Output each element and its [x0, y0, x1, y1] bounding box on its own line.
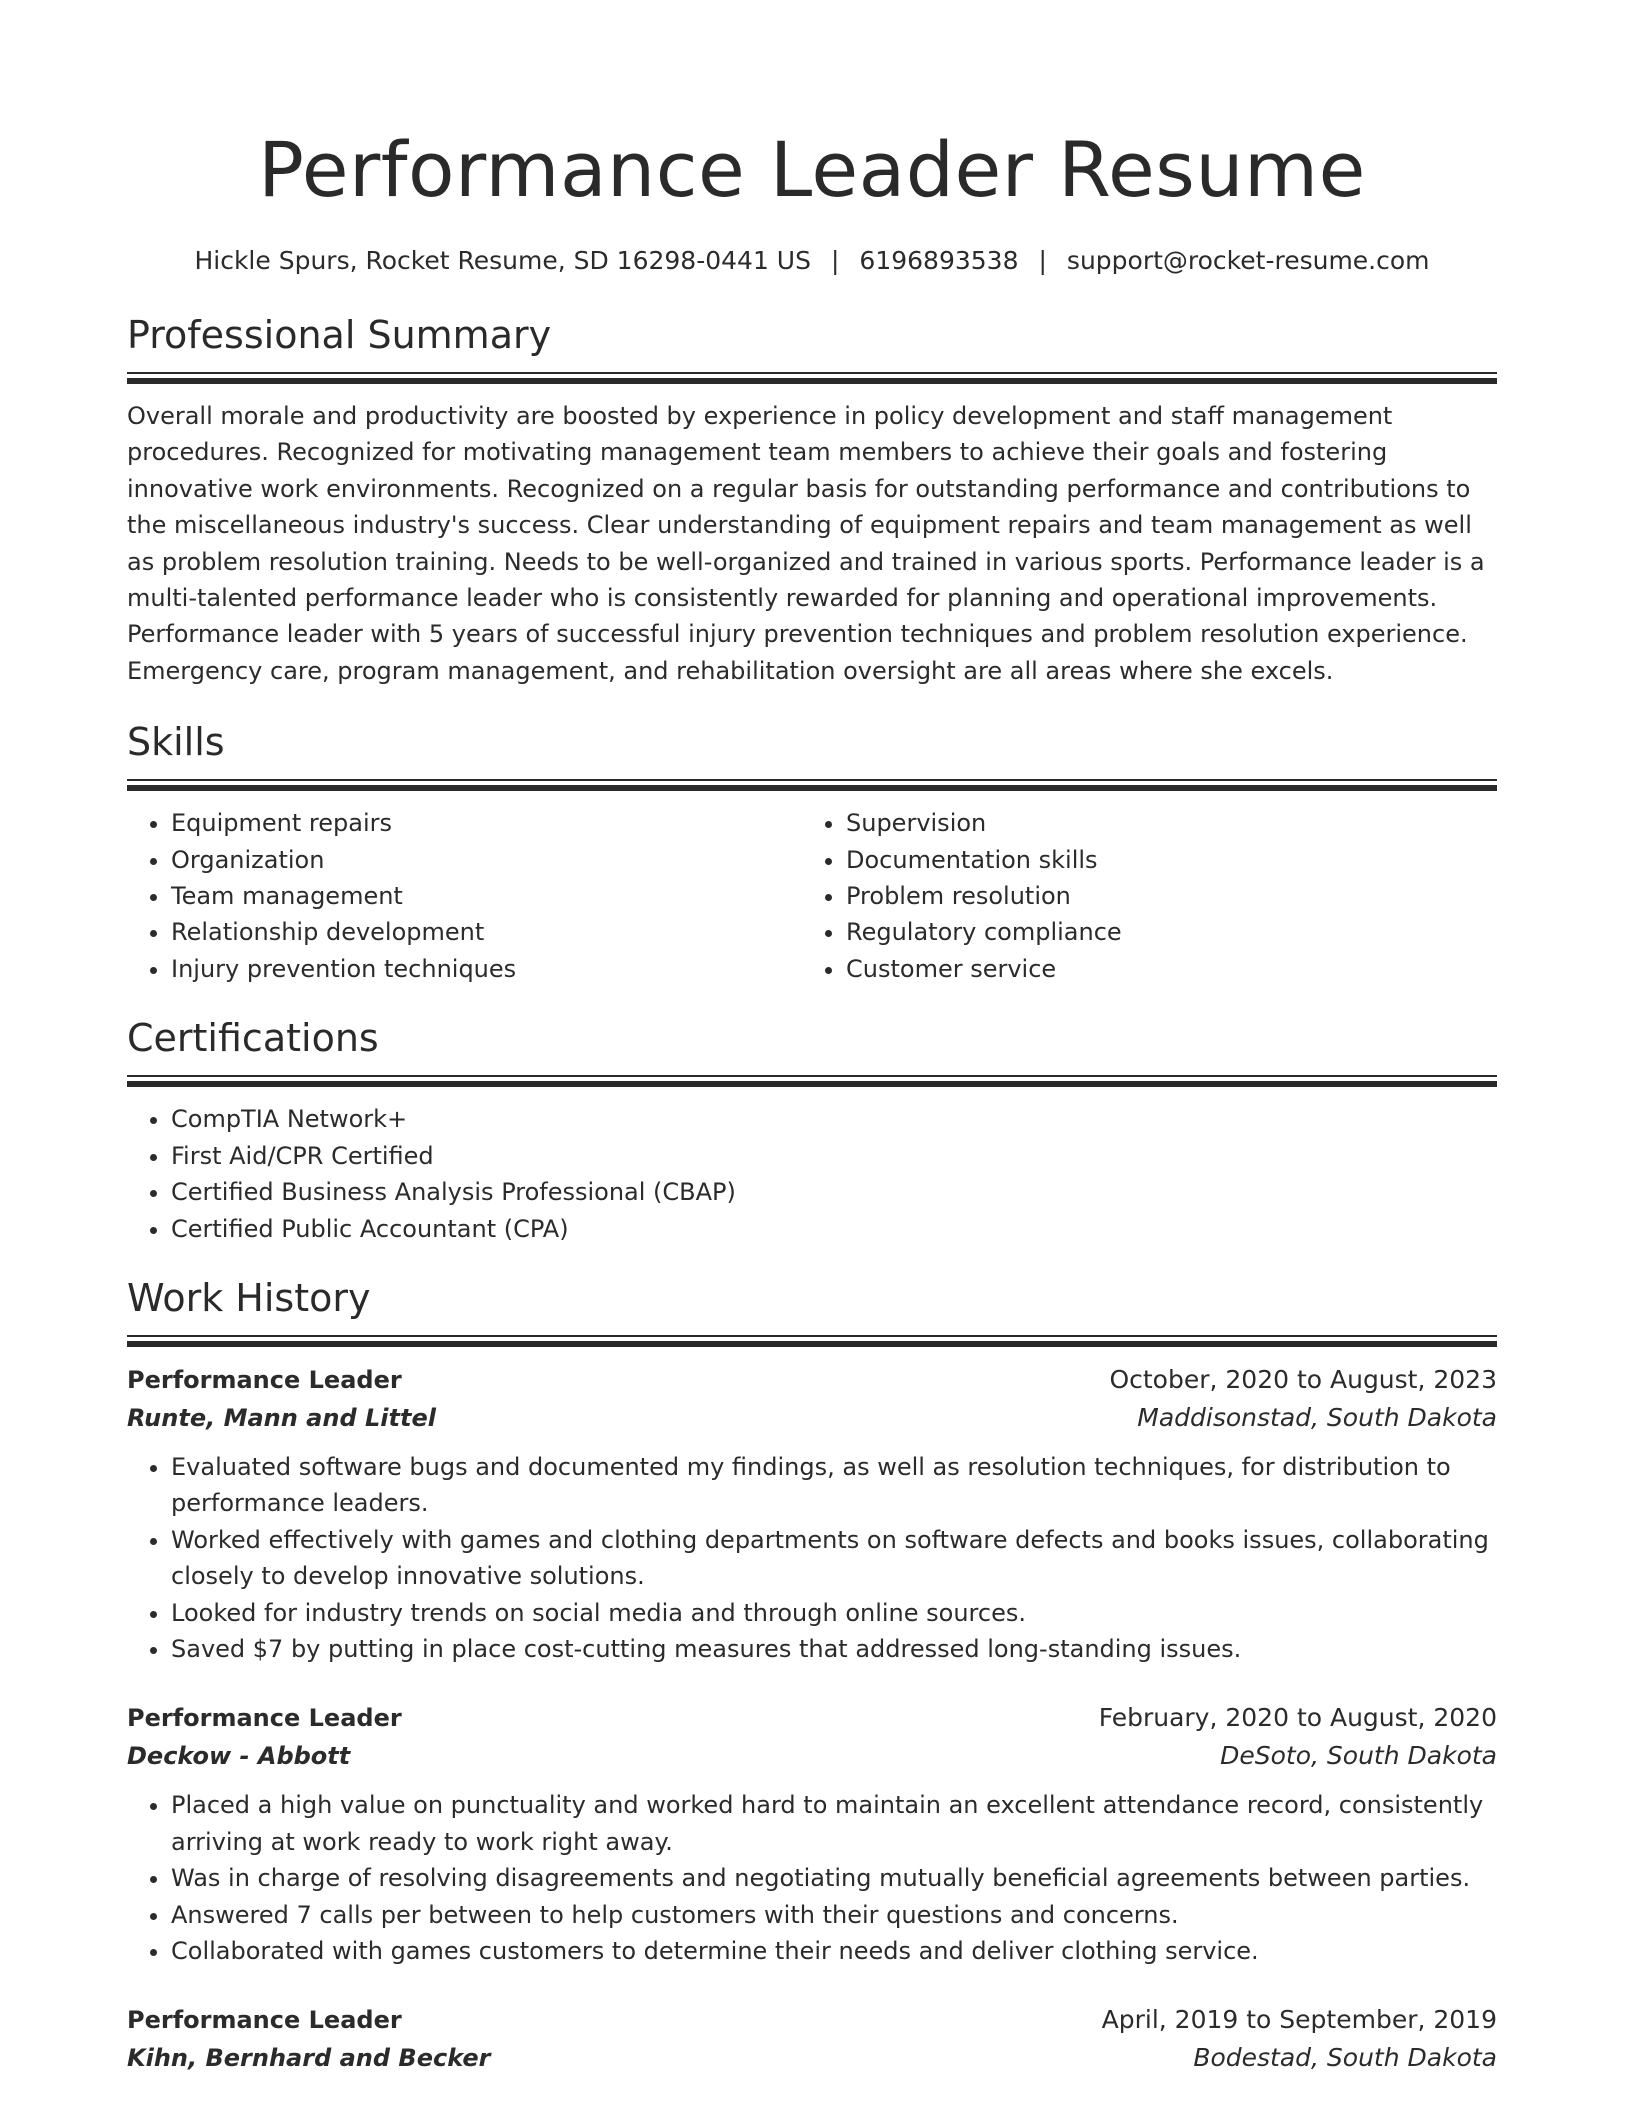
- section-divider: [127, 1335, 1497, 1347]
- resume-page: [127, 0, 1497, 2077]
- job-header: [127, 1699, 1497, 1737]
- skills-list-left: [127, 805, 802, 987]
- job-company: Runte, Mann and Littel: [127, 1403, 436, 1432]
- skills-column-left: [127, 805, 802, 987]
- skill-item: • Equipment repairs: [171, 805, 802, 841]
- job-bullet: • Was in charge of resolving disagreements and negotiating mutually beneficial agreements between parties.: [171, 1860, 1497, 1896]
- skill-item: • Problem resolution: [846, 878, 1477, 914]
- job-bullets: [127, 1449, 1497, 1667]
- job-header: [127, 1361, 1497, 1399]
- skill-item: • Team management: [171, 878, 802, 914]
- skills-column-right: [802, 805, 1477, 987]
- skill-item: • Customer service: [846, 951, 1477, 987]
- summary-heading: Professional Summary: [127, 313, 552, 357]
- skill-item: • Documentation skills: [846, 842, 1477, 878]
- work-history-section: [127, 1273, 1497, 2077]
- job-bullet: • Placed a high value on punctuality and worked hard to maintain an excellent attendance record, consistently arriving at work ready to work right away.: [171, 1787, 1497, 1860]
- job-header: [127, 2001, 1497, 2039]
- section-divider: [127, 372, 1497, 384]
- contact-phone: 6196893538: [859, 246, 1019, 275]
- job-dates: April, 2019 to September, 2019: [1101, 2005, 1497, 2035]
- job-title: Performance Leader: [127, 1365, 402, 1394]
- job-location: Bodestad, South Dakota: [1193, 2043, 1497, 2073]
- job-bullet: • Answered 7 calls per between to help customers with their questions and concerns.: [171, 1897, 1497, 1933]
- contact-separator: |: [1038, 246, 1047, 275]
- job-subheader: [127, 1399, 1497, 1437]
- skill-item: • Injury prevention techniques: [171, 951, 802, 987]
- certification-item: • Certified Business Analysis Professional (CBAP): [171, 1174, 1497, 1210]
- contact-email: support@rocket-resume.com: [1066, 246, 1430, 275]
- contact-line: [127, 244, 1497, 278]
- certifications-list: [127, 1101, 1497, 1247]
- resume-title: Performance Leader Resume: [258, 125, 1366, 214]
- job-bullet: • Saved $7 by putting in place cost-cutting measures that addressed long-standing issues.: [171, 1631, 1497, 1667]
- skills-list-right: [802, 805, 1477, 987]
- certification-item: • First Aid/CPR Certified: [171, 1138, 1497, 1174]
- job-bullets: [127, 1787, 1497, 1969]
- certifications-heading: Certifications: [127, 1016, 379, 1061]
- job-bullet: • Evaluated software bugs and documented my findings, as well as resolution techniques, for distribution to performance leaders.: [171, 1449, 1497, 1522]
- skill-item: • Relationship development: [171, 914, 802, 950]
- job-bullet: • Worked effectively with games and clothing departments on software defects and books issues, collaborating closely to develop innovative solutions.: [171, 1522, 1497, 1595]
- job-subheader: [127, 2039, 1497, 2077]
- work-history-heading: Work History: [127, 1275, 371, 1320]
- contact-address: Hickle Spurs, Rocket Resume, SD 16298-0441 US: [194, 246, 811, 275]
- job-dates: February, 2020 to August, 2020: [1098, 1703, 1497, 1733]
- summary-text: Overall morale and productivity are boosted by experience in policy development and staff management procedures. Recognized for motivating management team members to achieve their goals and fostering innovative work environments. Recognized on a regular basis for outstanding performance and contributions to the miscellaneous industry's success. Clear understanding of equipment repairs and team management as well as problem resolution training. Needs to be well-organized and trained in various sports. Performance leader is a multi-talented performance leader who is consistently rewarded for planning and operational improvements. Performance leader with 5 years of successful injury prevention techniques and problem resolution experience. Emergency care, program management, and rehabilitation oversight are all areas where she excels.: [127, 402, 1485, 685]
- job-subheader: [127, 1737, 1497, 1775]
- job-location: Maddisonstad, South Dakota: [1137, 1402, 1497, 1432]
- job-entry: [127, 2001, 1497, 2077]
- contact-separator: |: [830, 246, 840, 275]
- job-bullet: • Collaborated with games customers to determine their needs and deliver clothing service.: [171, 1933, 1497, 1969]
- job-title: Performance Leader: [127, 1704, 402, 1733]
- skill-item: • Regulatory compliance: [846, 914, 1477, 950]
- summary-section: [127, 310, 1497, 689]
- job-title: Performance Leader: [127, 2006, 402, 2035]
- section-divider: [127, 1075, 1497, 1087]
- job-entry: [127, 1699, 1497, 1969]
- certification-item: • Certified Public Accountant (CPA): [171, 1211, 1497, 1247]
- certifications-section: [127, 1013, 1497, 1247]
- job-entry: [127, 1361, 1497, 1667]
- job-company: Deckow - Abbott: [127, 1742, 351, 1771]
- skills-heading: Skills: [127, 720, 225, 765]
- skills-grid: [127, 805, 1497, 987]
- certification-item: • CompTIA Network+: [171, 1101, 1497, 1137]
- job-company: Kihn, Bernhard and Becker: [127, 2044, 491, 2073]
- job-bullet: • Looked for industry trends on social media and through online sources.: [171, 1595, 1497, 1631]
- section-divider: [127, 779, 1497, 791]
- job-dates: October, 2020 to August, 2023: [1109, 1364, 1497, 1394]
- skill-item: • Organization: [171, 842, 802, 878]
- skills-section: [127, 717, 1497, 987]
- skill-item: • Supervision: [846, 805, 1477, 841]
- job-location: DeSoto, South Dakota: [1220, 1741, 1497, 1771]
